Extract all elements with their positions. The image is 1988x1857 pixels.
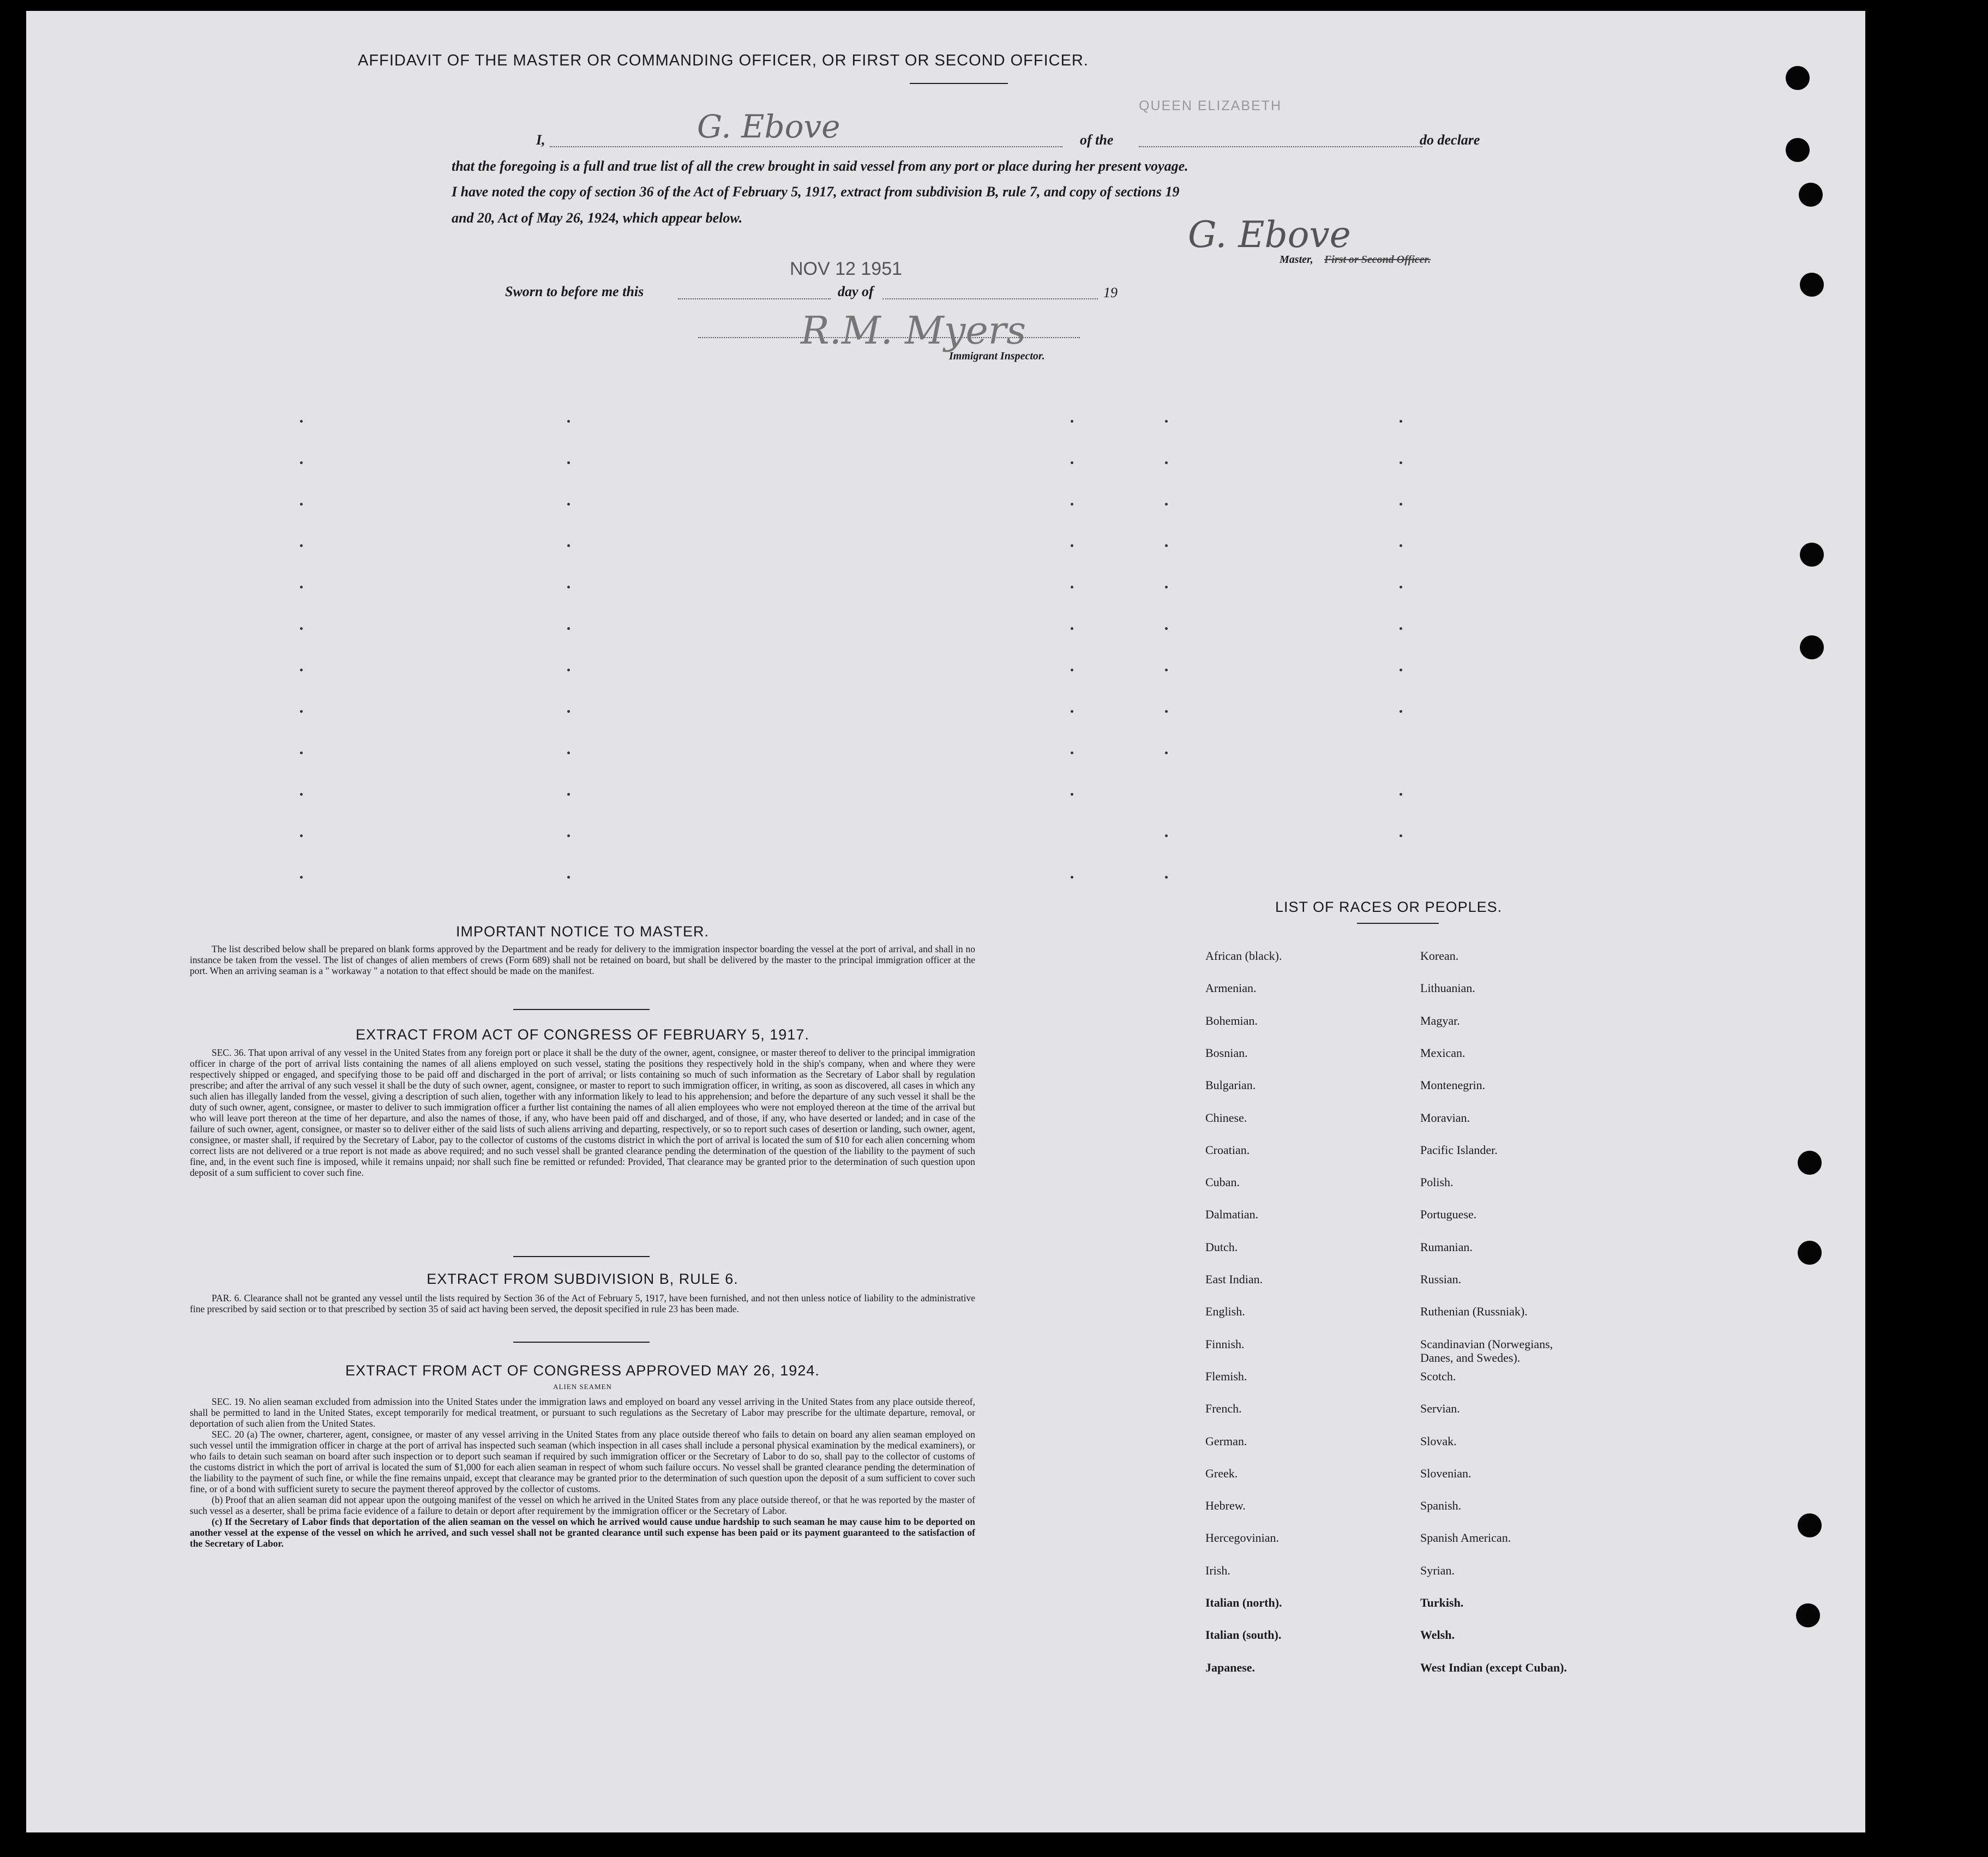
race-item-right: Korean. [1420,949,1459,963]
race-item-left: Flemish. [1205,1369,1247,1383]
race-item-left: Dalmatian. [1205,1207,1259,1222]
faint-dot [1071,752,1073,754]
affidavit-line-4: and 20, Act of May 26, 1924, which appear below. [452,210,743,226]
race-item-left: Dutch. [1205,1240,1238,1254]
race-item-left: East Indian. [1205,1272,1263,1286]
sworn-label: Sworn to before me this [505,284,644,299]
faint-dot [300,669,303,671]
faint-dot [567,752,570,754]
faint-dot [567,586,570,588]
race-item-right: Mexican. [1420,1045,1466,1060]
faint-dot [300,876,303,879]
race-item-right: Slovenian. [1420,1466,1472,1480]
affidavit-line-2: that the foregoing is a full and true list of all the crew brought in said vessel from any port or place during her present voyage. [452,158,1188,174]
race-item-right: Spanish American. [1420,1531,1511,1545]
race-item-right: Montenegrin. [1420,1078,1486,1092]
races-title: LIST OF RACES OR PEOPLES. [1275,899,1503,915]
faint-dot [1071,461,1073,464]
race-item-left: Finnish. [1205,1337,1245,1351]
notice-text [190,943,975,976]
faint-dot [1400,420,1402,423]
race-item-left: Bosnian. [1205,1045,1248,1060]
race-item-right: Scandinavian (Norwegians, Danes, and Swedes). [1420,1337,1553,1365]
race-item-left: Bulgarian. [1205,1078,1256,1092]
faint-dot [300,503,303,506]
faint-dot [567,544,570,547]
do-declare-label: do declare [1420,132,1480,148]
extract-1917-rule [513,1256,650,1257]
faint-dot [1071,503,1073,506]
sec-20a-paragraph: SEC. 20 (a) The owner, charterer, agent, consignee, or master of any vessel arriving in the United States from any place outside thereof who fails to detain on board any alien seaman employed on such vessel until the immigration officer in charge at the port of arrival has inspected such seaman (which inspection in all cases shall include a personal physical examination by the medical examiners), or who fails to detain such seaman on board after such inspection or to deport such seaman if required by such immigration officer or the Secretary of Labor to do so, shall pay to the collector of customs of the customs district in which the port of arrival is located the sum of $1,000 for each alien seaman in respect of whom such failure occurs. No vessel shall be granted clearance pending the determination of the liability to the payment of such fine, or while the fine remains unpaid, except that clearance may be granted prior to the determination of such question upon the deposit of a sum sufficient to cover such fine, or of a bond with sufficient surety to secure the payment thereof approved by the collector of customs. [190,1429,975,1494]
punch-hole [1800,273,1824,297]
race-item-left: English. [1205,1305,1245,1319]
race-item-left: Chinese. [1205,1110,1247,1125]
faint-dot [1165,834,1168,837]
punch-hole [1798,1513,1822,1537]
race-item-right: Pacific Islander. [1420,1143,1498,1157]
faint-dot [300,420,303,423]
notice-paragraph: The list described below shall be prepared on blank forms approved by the Department and be ready for delivery to the immigration inspector boarding the vessel at the port of arrival, and shall in no instance be taken from the vessel. The list of changes of alien members of crews (Form 689) shall not be retained on board, but shall be delivered by the master to the principal immigration officer at the port. When an arriving seaman is a " workaway " a notation to that effect should be made on the manifest. [190,943,975,976]
faint-dot [567,503,570,506]
race-item-right: Welsh. [1420,1628,1455,1642]
faint-dot [1400,627,1402,630]
sworn-day-line [678,298,831,299]
race-item-right: Slovak. [1420,1434,1457,1448]
i-label: I, [536,132,545,148]
title-rule [910,83,1008,84]
race-item-right: Polish. [1420,1175,1454,1189]
race-item-right: Spanish. [1420,1499,1462,1513]
faint-dot [1071,586,1073,588]
punch-hole [1786,138,1810,162]
faint-dot [1400,669,1402,671]
faint-dot [1165,586,1168,588]
sec-20b-paragraph: (b) Proof that an alien seaman did not appear upon the outgoing manifest of the vessel on which he arrived in the United States from any place outside thereof, or that he was reported by the master of such vessel as a deserter, shall be prima facie evidence of a failure to detain or deport after requirement by the immigration officer or the Secretary of Labor. [190,1494,975,1516]
affidavit-title: AFFIDAVIT OF THE MASTER OR COMMANDING OFFICER, OR FIRST OR SECOND OFFICER. [358,52,1089,69]
extract-1924-text [190,1396,975,1549]
punch-hole [1798,1151,1822,1175]
faint-dot [567,420,570,423]
race-item-right: Russian. [1420,1272,1462,1286]
faint-dot [1071,627,1073,630]
faint-dot [567,669,570,671]
faint-dot [567,461,570,464]
faint-dot [1165,876,1168,879]
race-item-right: West Indian (except Cuban). [1420,1660,1567,1674]
sworn-month-line [882,298,1098,299]
race-item-left: Hercegovinian. [1205,1531,1279,1545]
faint-dot [300,710,303,713]
name-line [550,146,1062,147]
faint-dot [567,793,570,796]
struck-officer-label: First or Second Officer. [1324,254,1431,266]
rule6-title: EXTRACT FROM SUBDIVISION B, RULE 6. [427,1271,738,1287]
inspector-label: Immigrant Inspector. [949,350,1045,362]
race-item-right: Servian. [1420,1402,1460,1416]
faint-dot [1165,461,1168,464]
faint-dot [300,627,303,630]
faint-dot [300,544,303,547]
faint-dot [1071,669,1073,671]
faint-dot [1071,710,1073,713]
faint-dot [1400,544,1402,547]
faint-dot [300,586,303,588]
faint-dot [1071,793,1073,796]
faint-dot [567,627,570,630]
race-item-right: Ruthenian (Russniak). [1420,1305,1528,1319]
faint-dot [300,793,303,796]
affidavit-line-3: I have noted the copy of section 36 of the Act of February 5, 1917, extract from subdivision B, rule 7, and copy of sections 19 [452,184,1180,200]
faint-dot [1400,834,1402,837]
faint-dot [300,834,303,837]
punch-hole [1786,66,1810,90]
race-item-left: Armenian. [1205,981,1257,995]
race-item-left: French. [1205,1402,1242,1416]
rule6-rule [513,1342,650,1343]
race-item-right: Moravian. [1420,1110,1470,1125]
faint-dot [1165,503,1168,506]
faint-dot [567,710,570,713]
faint-dot [300,752,303,754]
extract-1924-title: EXTRACT FROM ACT OF CONGRESS APPROVED MAY 26, 1924. [345,1362,820,1379]
inspector-signature: R.M. Myers [801,308,1026,353]
race-item-left: Irish. [1205,1563,1230,1577]
notice-rule [513,1009,650,1010]
race-item-left: Greek. [1205,1466,1238,1480]
extract-1917-text [190,1047,975,1178]
faint-dot [1165,752,1168,754]
rule6-paragraph: PAR. 6. Clearance shall not be granted any vessel until the lists required by Section 36 of the Act of February 5, 1917, have been furnished, and not then unless notice of liability to the administrative fine prescribed by said section or to that prescribed by section 35 of said act having been served, the deposit specified in rule 23 has been made. [190,1293,975,1314]
race-item-left: Bohemian. [1205,1013,1258,1027]
rule6-text [190,1293,975,1314]
document-sheet [26,11,1865,1832]
punch-hole [1800,635,1824,659]
extract-1917-title: EXTRACT FROM ACT OF CONGRESS OF FEBRUARY 5, 1917. [356,1026,809,1043]
faint-dot [1165,669,1168,671]
faint-dot [1165,544,1168,547]
punch-hole [1798,1241,1822,1265]
race-item-left: German. [1205,1434,1247,1448]
of-the-label: of the [1080,132,1114,148]
race-item-right: Portuguese. [1420,1207,1477,1222]
sec-19-paragraph: SEC. 19. No alien seaman excluded from admission into the United States under the immigration laws and employed on board any vessel arriving in the United States from any place outside thereof, shall be permitted to land in the United States, except temporarily for medical treatment, or pursuant to such regulations as the Secretary of Labor may prescribe for the ultimate departure, removal, or deportation of such alien from the United States. [190,1396,975,1429]
faint-dot [1165,710,1168,713]
faint-dot [1165,420,1168,423]
notice-title: IMPORTANT NOTICE TO MASTER. [455,923,710,940]
race-item-left: Italian (north). [1205,1596,1282,1609]
punch-hole [1799,183,1823,207]
races-rule [1357,923,1439,924]
day-of-label: day of [838,284,874,299]
race-item-right: Scotch. [1420,1369,1456,1383]
punch-hole [1800,543,1824,567]
faint-dot [1400,710,1402,713]
officer-signature: G. Ebove [697,108,840,145]
faint-dot [567,834,570,837]
master-signature: G. Ebove [1188,214,1351,256]
alien-seamen-subtitle: ALIEN SEAMEN [553,1383,612,1391]
faint-dot [1071,876,1073,879]
race-item-left: Croatian. [1205,1143,1250,1157]
year-suffix: 19 [1103,285,1118,301]
race-item-left: African (black). [1205,949,1282,963]
race-item-left: Hebrew. [1205,1499,1246,1513]
race-item-right: Syrian. [1420,1563,1455,1577]
faint-dot [1071,544,1073,547]
faint-dot [1400,461,1402,464]
punch-hole [1796,1603,1820,1627]
master-label: Master, [1280,254,1313,266]
faint-dot [567,876,570,879]
vessel-line [1139,146,1422,147]
faint-dot [1400,793,1402,796]
race-item-right: Magyar. [1420,1013,1460,1027]
race-item-left: Japanese. [1205,1660,1256,1674]
date-stamp: NOV 12 1951 [790,259,903,279]
race-item-right: Lithuanian. [1420,981,1475,995]
sec-20c-paragraph: (c) If the Secretary of Labor finds that deportation of the alien seaman on the vessel on which he arrived would cause undue hardship to such seaman he may cause him to be deported on another vessel at the expense of the vessel on which he arrived, and such vessel shall not be granted clearance until such expense has been paid or its payment guaranteed to the satisfaction of the Secretary of Labor. [190,1516,975,1549]
extract-1917-paragraph: SEC. 36. That upon arrival of any vessel in the United States from any foreign port or place it shall be the duty of the owner, agent, consignee, or master thereof to deliver to the principal immigration officer in charge of the port of arrival lists containing the names of all aliens employed on such vessel, stating the positions they respectively hold in the ship's company, when and where they were respectively shipped or engaged, and specifying those to be paid off and discharged in the port of arrival; or lists containing so much of such information as the Secretary of Labor shall by regulation prescribe; and after the arrival of any such vessel it shall be the duty of such owner, agent, consignee, or master to report to such immigration officer, in writing, as soon as discovered, all cases in which any such alien has illegally landed from the vessel, giving a description of such alien, together with any information likely to lead to his apprehension; and before the departure of any such vessel it shall be the duty of such owner, agent, consignee, or master to deliver to such immigration officer a further list containing the names of all alien employees who were not employed thereon at the time of the arrival but who will leave port thereon at the time of her departure, and also the names of those, if any, who have been paid off and discharged, and of those, if any, who have deserted or landed; and in case of the failure of such owner, agent, consignee, or master so to deliver either of the said lists of such aliens arriving and departing, respectively, or so to report such cases of desertion or landing, such owner, agent, consignee, or master shall, if required by the Secretary of Labor, pay to the collector of customs of the customs district in which the port of arrival is located the sum of $10 for each alien concerning whom correct lists are not delivered or a true report is not made as above required; and no such vessel shall be granted clearance pending the determination of the question of the liability to the payment of such fine, and, in the event such fine is imposed, while it remains unpaid; nor shall such fine be remitted or refunded: Provided, That clearance may be granted prior to the determination of such question upon deposit of a sum sufficient to cover such fine. [190,1047,975,1178]
race-item-right: Rumanian. [1420,1240,1473,1254]
faint-dot [1071,420,1073,423]
faint-dot [1165,627,1168,630]
race-item-left: Italian (south). [1205,1628,1282,1642]
faint-dot [1400,503,1402,506]
faint-dot [1400,586,1402,588]
faint-dot [300,461,303,464]
race-item-right: Turkish. [1420,1596,1464,1609]
race-item-left: Cuban. [1205,1175,1240,1189]
vessel-name-stamp: QUEEN ELIZABETH [1139,98,1282,113]
